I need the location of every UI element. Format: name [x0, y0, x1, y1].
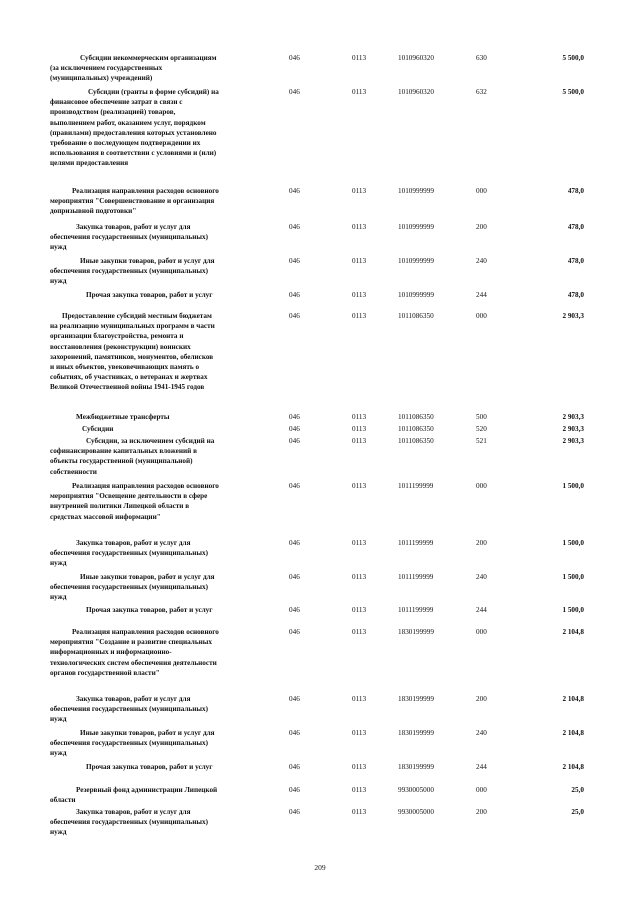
target-article-code: 1010999999: [398, 223, 434, 231]
row-name-line: организации благоустройства, ремонта и: [50, 332, 184, 341]
target-article-code: 1830199999: [398, 729, 434, 737]
row-name: [50, 481, 262, 522]
row-name: [50, 807, 262, 838]
vedomstvo-code: 046: [289, 187, 300, 195]
amount: 2 903,3: [562, 312, 584, 320]
row-name-line: Субсидии некоммерческим организациям: [80, 54, 217, 62]
row-name-line: нужд: [50, 715, 67, 724]
row-name: [50, 694, 262, 725]
vedomstvo-code: 046: [289, 628, 300, 636]
target-article-code: 1011199999: [398, 539, 434, 547]
expense-type-code: 240: [476, 729, 487, 737]
row-name-line: Закупка товаров, работ и услуг для: [76, 808, 191, 816]
vedomstvo-code: 046: [289, 291, 300, 299]
razdel-code: 0113: [352, 425, 367, 433]
row-name-line: Реализация направления расходов основного: [72, 628, 219, 636]
row-name-line: софинансирование капитальных вложений в: [50, 447, 197, 456]
razdel-code: 0113: [352, 54, 367, 62]
vedomstvo-code: 046: [289, 695, 300, 703]
row-name: [50, 53, 262, 84]
amount: 478,0: [567, 257, 584, 265]
vedomstvo-code: 046: [289, 88, 300, 96]
expense-type-code: 200: [476, 223, 487, 231]
target-article-code: 1011199999: [398, 573, 434, 581]
target-article-code: 1830199999: [398, 628, 434, 636]
vedomstvo-code: 046: [289, 437, 300, 445]
row-name-line: нужд: [50, 749, 67, 758]
expense-type-code: 632: [476, 88, 487, 96]
row-name-line: обеспечения государственных (муниципальных): [50, 267, 208, 276]
amount: 1 500,0: [562, 482, 584, 490]
amount: 478,0: [567, 187, 584, 195]
row-name-line: (муниципальных) учреждений): [50, 74, 153, 83]
row-name-line: мероприятия "Совершенствование и организация: [50, 197, 215, 206]
razdel-code: 0113: [352, 88, 367, 96]
row-name-line: Субсидии: [82, 425, 114, 433]
target-article-code: 1830199999: [398, 763, 434, 771]
row-name: [50, 412, 262, 422]
expense-type-code: 000: [476, 187, 487, 195]
amount: 2 903,3: [562, 413, 584, 421]
amount: 1 500,0: [562, 573, 584, 581]
expense-type-code: 200: [476, 695, 487, 703]
target-article-code: 1010999999: [398, 187, 434, 195]
razdel-code: 0113: [352, 763, 367, 771]
row-name: [50, 572, 262, 603]
row-name-line: обеспечения государственных (муниципальных): [50, 549, 208, 558]
row-name: [50, 290, 262, 300]
row-name-line: Межбюджетные трансферты: [76, 413, 170, 421]
expense-type-code: 520: [476, 425, 487, 433]
expense-type-code: 000: [476, 628, 487, 636]
vedomstvo-code: 046: [289, 539, 300, 547]
razdel-code: 0113: [352, 606, 367, 614]
row-name-line: Иные закупки товаров, работ и услуг для: [80, 573, 215, 581]
row-name: [50, 186, 262, 217]
amount: 2 104,8: [562, 695, 584, 703]
expense-type-code: 244: [476, 763, 487, 771]
row-name-line: внутренней политики Липецкой области в: [50, 502, 190, 511]
amount: 2 104,8: [562, 729, 584, 737]
razdel-code: 0113: [352, 312, 367, 320]
row-name-line: технологических систем обеспечения деятельности: [50, 658, 217, 667]
razdel-code: 0113: [352, 786, 367, 794]
row-name-line: органов государственной власти": [50, 668, 160, 677]
target-article-code: 9930005000: [398, 808, 434, 816]
row-name-line: нужд: [50, 593, 67, 602]
expense-type-code: 500: [476, 413, 487, 421]
row-name-line: финансовое обеспечение затрат в связи с: [50, 98, 183, 107]
row-name-line: событиях, об участниках, о ветеранах и жертвах: [50, 373, 208, 382]
amount: 478,0: [567, 223, 584, 231]
row-name-line: и иных объектов, увековечивающих память о: [50, 363, 200, 372]
target-article-code: 1011086350: [398, 413, 434, 421]
row-name: [50, 785, 262, 805]
expense-type-code: 521: [476, 437, 487, 445]
target-article-code: 1011086350: [398, 425, 434, 433]
razdel-code: 0113: [352, 187, 367, 195]
row-name-line: Субсидии (гранты в форме субсидий) на: [88, 88, 219, 96]
row-name-line: Закупка товаров, работ и услуг для: [76, 695, 191, 703]
row-name-line: (правилами) предоставления которых установлено: [50, 128, 217, 137]
row-name-line: Субсидии, за исключением субсидий на: [86, 437, 215, 445]
vedomstvo-code: 046: [289, 413, 300, 421]
razdel-code: 0113: [352, 808, 367, 816]
row-name-line: мероприятия "Освещение деятельности в сфере: [50, 492, 208, 501]
row-name-line: Великой Отечественной войны 1941-1945 годов: [50, 383, 205, 392]
row-name-line: объекты государственной (муниципальной): [50, 457, 193, 466]
amount: 1 500,0: [562, 539, 584, 547]
amount: 2 104,8: [562, 628, 584, 636]
target-article-code: 1010999999: [398, 257, 434, 265]
row-name-line: нужд: [50, 243, 67, 252]
vedomstvo-code: 046: [289, 573, 300, 581]
row-name-line: выполнением работ, оказанием услуг, порядком: [50, 118, 206, 127]
row-name-line: восстановления (реконструкции) воинских: [50, 342, 191, 351]
row-name-line: обеспечения государственных (муниципальных): [50, 739, 208, 748]
razdel-code: 0113: [352, 482, 367, 490]
razdel-code: 0113: [352, 628, 367, 636]
vedomstvo-code: 046: [289, 482, 300, 490]
row-name-line: на реализацию муниципальных программ в части: [50, 322, 215, 331]
row-name-line: собственности: [50, 467, 97, 476]
row-name-line: Иные закупки товаров, работ и услуг для: [80, 257, 215, 265]
vedomstvo-code: 046: [289, 54, 300, 62]
razdel-code: 0113: [352, 573, 367, 581]
expense-type-code: 000: [476, 786, 487, 794]
row-name-line: мероприятия "Создание и развитие специальных: [50, 638, 212, 647]
vedomstvo-code: 046: [289, 223, 300, 231]
row-name-line: требование о последующем подтверждении их: [50, 139, 201, 148]
row-name-line: обеспечения государственных (муниципальных): [50, 705, 208, 714]
expense-type-code: 000: [476, 482, 487, 490]
expense-type-code: 244: [476, 606, 487, 614]
row-name-line: Иные закупки товаров, работ и услуг для: [80, 729, 215, 737]
expense-type-code: 000: [476, 312, 487, 320]
amount: 2 104,8: [562, 763, 584, 771]
expense-type-code: 240: [476, 573, 487, 581]
target-article-code: 9930005000: [398, 786, 434, 794]
row-name-line: средствах массовой информации": [50, 512, 161, 521]
amount: 2 903,3: [562, 425, 584, 433]
expense-type-code: 630: [476, 54, 487, 62]
razdel-code: 0113: [352, 257, 367, 265]
amount: 1 500,0: [562, 606, 584, 614]
expense-type-code: 200: [476, 808, 487, 816]
target-article-code: 1011199999: [398, 606, 434, 614]
row-name: [50, 605, 262, 615]
row-name-line: Закупка товаров, работ и услуг для: [76, 539, 191, 547]
vedomstvo-code: 046: [289, 808, 300, 816]
amount: 25,0: [571, 808, 584, 816]
razdel-code: 0113: [352, 291, 367, 299]
razdel-code: 0113: [352, 539, 367, 547]
razdel-code: 0113: [352, 413, 367, 421]
vedomstvo-code: 046: [289, 425, 300, 433]
target-article-code: 1010999999: [398, 291, 434, 299]
razdel-code: 0113: [352, 223, 367, 231]
row-name: [50, 728, 262, 759]
razdel-code: 0113: [352, 437, 367, 445]
row-name-line: обеспечения государственных (муниципальных): [50, 818, 208, 827]
target-article-code: 1830199999: [398, 695, 434, 703]
row-name-line: Резервный фонд администрации Липецкой: [76, 786, 218, 794]
target-article-code: 1011086350: [398, 437, 434, 445]
row-name-line: производством (реализацией) товаров,: [50, 108, 176, 117]
row-name-line: обеспечения государственных (муниципальных): [50, 583, 208, 592]
row-name-line: Прочая закупка товаров, работ и услуг: [86, 763, 213, 771]
target-article-code: 1011199999: [398, 482, 434, 490]
row-name-line: допризывной подготовки": [50, 207, 137, 216]
row-name-line: Реализация направления расходов основного: [72, 187, 219, 195]
row-name-line: Закупка товаров, работ и услуг для: [76, 223, 191, 231]
row-name: [50, 424, 262, 434]
row-name: [50, 436, 262, 477]
expense-type-code: 240: [476, 257, 487, 265]
row-name: [50, 256, 262, 287]
row-name: [50, 762, 262, 772]
row-name-line: использования в соответствии с условиями и (или): [50, 149, 217, 158]
razdel-code: 0113: [352, 729, 367, 737]
amount: 5 500,0: [562, 88, 584, 96]
row-name-line: захоронений, памятников, монументов, обелисков: [50, 352, 214, 361]
target-article-code: 1010960320: [398, 54, 434, 62]
row-name: [50, 222, 262, 253]
vedomstvo-code: 046: [289, 312, 300, 320]
amount: 25,0: [571, 786, 584, 794]
row-name-line: нужд: [50, 828, 67, 837]
expense-type-code: 244: [476, 291, 487, 299]
page-number: 209: [314, 863, 326, 872]
row-name-line: Прочая закупка товаров, работ и услуг: [86, 291, 213, 299]
row-name-line: (за исключением государственных: [50, 64, 163, 73]
row-name-line: области: [50, 796, 76, 805]
target-article-code: 1011086350: [398, 312, 434, 320]
razdel-code: 0113: [352, 695, 367, 703]
row-name: [50, 87, 262, 169]
row-name-line: Предоставление субсидий местным бюджетам: [62, 312, 212, 320]
vedomstvo-code: 046: [289, 606, 300, 614]
expense-type-code: 200: [476, 539, 487, 547]
amount: 478,0: [567, 291, 584, 299]
row-name-line: информационных и информационно-: [50, 648, 172, 657]
row-name-line: нужд: [50, 559, 67, 568]
row-name-line: Прочая закупка товаров, работ и услуг: [86, 606, 213, 614]
vedomstvo-code: 046: [289, 257, 300, 265]
row-name-line: нужд: [50, 277, 67, 286]
row-name-line: Реализация направления расходов основного: [72, 482, 219, 490]
vedomstvo-code: 046: [289, 786, 300, 794]
row-name: [50, 311, 262, 393]
row-name-line: целями предоставления: [50, 159, 129, 168]
vedomstvo-code: 046: [289, 763, 300, 771]
amount: 5 500,0: [562, 54, 584, 62]
row-name: [50, 538, 262, 569]
row-name-line: обеспечения государственных (муниципальных): [50, 233, 208, 242]
target-article-code: 1010960320: [398, 88, 434, 96]
vedomstvo-code: 046: [289, 729, 300, 737]
row-name: [50, 627, 262, 678]
amount: 2 903,3: [562, 437, 584, 445]
